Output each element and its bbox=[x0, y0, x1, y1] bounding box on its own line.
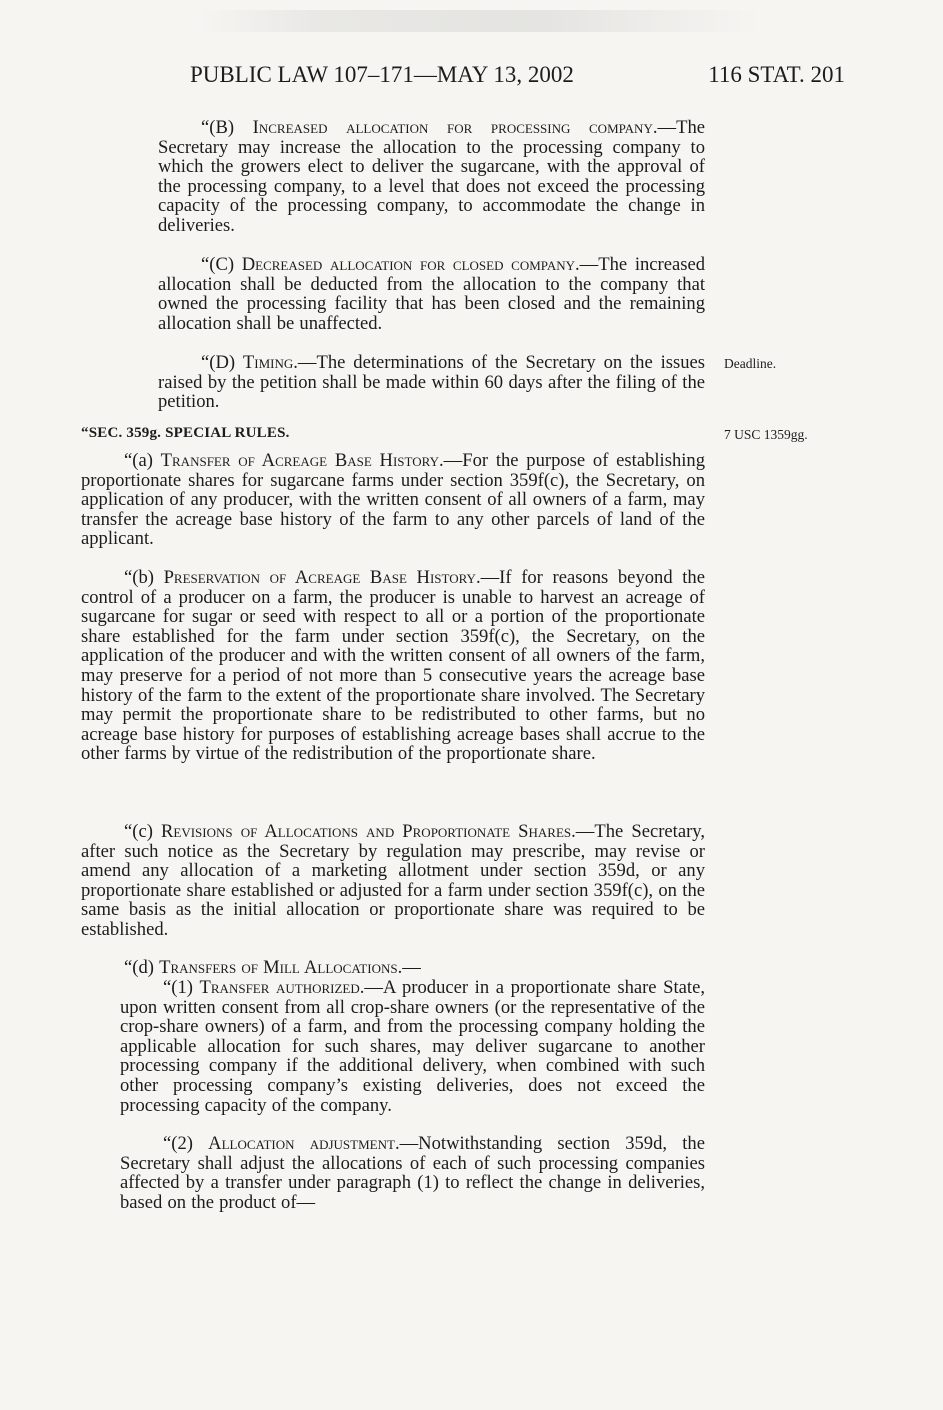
paragraph-d2-allocation-adjustment: “(2) Allocation adjustment.—Notwithstanding section 359d, the Secretary shall adjust the allocations of each of such processing companies affected by a transfer under paragraph (1) to reflect the change in deliveries, based on the product of— bbox=[120, 1133, 705, 1213]
margin-note-usc-citation: 7 USC 1359gg. bbox=[724, 427, 808, 442]
stat-page-number: 116 STAT. 201 bbox=[708, 62, 845, 87]
subsection-b-preservation: “(b) Preservation of Acreage Base History.—If for reasons beyond the control of a producer on a farm, the producer is unable to harvest an acreage of sugarcane for sugar or seed with respect to all or a portion of the proportionate share established for the farm under section 359f(c), the Secretary, on the application of the producer and with the written consent of all owners of the farm, may preserve for a period of not more than 5 consecutive years the acreage base history of the farm to the extent of the proportionate share involved. The Secretary may permit the proportionate share to be redistributed to other farms, but no acreage base history for purposes of establishing acreage bases shall accrue to the other farms by virtue of the redistribution of the proportionate share. bbox=[81, 567, 705, 765]
paragraph-b-increased-allocation: “(B) Increased allocation for processing company.—The Secretary may increase the allocation to the processing company to which the growers elect to deliver the sugarcane, with the approval of the processing company, to a level that does not exceed the processing capacity of the processing company, to accommodate the change in deliveries. bbox=[158, 117, 705, 236]
subsection-d-mill-allocations: “(d) Transfers of Mill Allocations.— bbox=[124, 957, 421, 978]
section-heading: “SEC. 359g. SPECIAL RULES. bbox=[81, 425, 290, 441]
subsection-c-revisions: “(c) Revisions of Allocations and Proportionate Shares.—The Secretary, after such notice as the Secretary by regulation may prescribe, may revise or amend any allocation of a marketing allotment under section 359d, or any proportionate share established or adjusted for a farm under section 359f(c), on the same basis as the initial allocation or proportionate share was required to be established. bbox=[81, 821, 705, 940]
paragraph-d-timing: “(D) Timing.—The determinations of the Secretary on the issues raised by the petition shall be made within 60 days after the filing of the petition. bbox=[158, 352, 706, 413]
paragraph-d1-transfer-authorized: “(1) Transfer authorized.—A producer in a proportionate share State, upon written consent from all crop-share owners (or the representative of the crop-share owners) of a farm, and from the processing company holding the applicable allocation for such shares, may deliver sugarcane to another processing company if the additional delivery, when combined with such other processing company’s existing deliveries, does not exceed the processing capacity of the company. bbox=[120, 977, 705, 1116]
subsection-a-transfer: “(a) Transfer of Acreage Base History.—For the purpose of establishing proportionate shares for sugarcane farms under section 359f(c), the Secretary, on application of any producer, with the written consent of all owners of a farm, may transfer the acreage base history of the farm to any other parcels of land of the applicant. bbox=[81, 450, 705, 550]
paragraph-c-decreased-allocation: “(C) Decreased allocation for closed company.—The increased allocation shall be deducted from the allocation to the company that owned the processing facility that has been closed and the remaining allocation shall be unaffected. bbox=[158, 254, 706, 334]
scan-smudge bbox=[200, 10, 760, 32]
running-header bbox=[0, 62, 943, 92]
margin-note-deadline: Deadline. bbox=[724, 356, 777, 371]
public-law-title: PUBLIC LAW 107–171—MAY 13, 2002 bbox=[190, 62, 574, 87]
